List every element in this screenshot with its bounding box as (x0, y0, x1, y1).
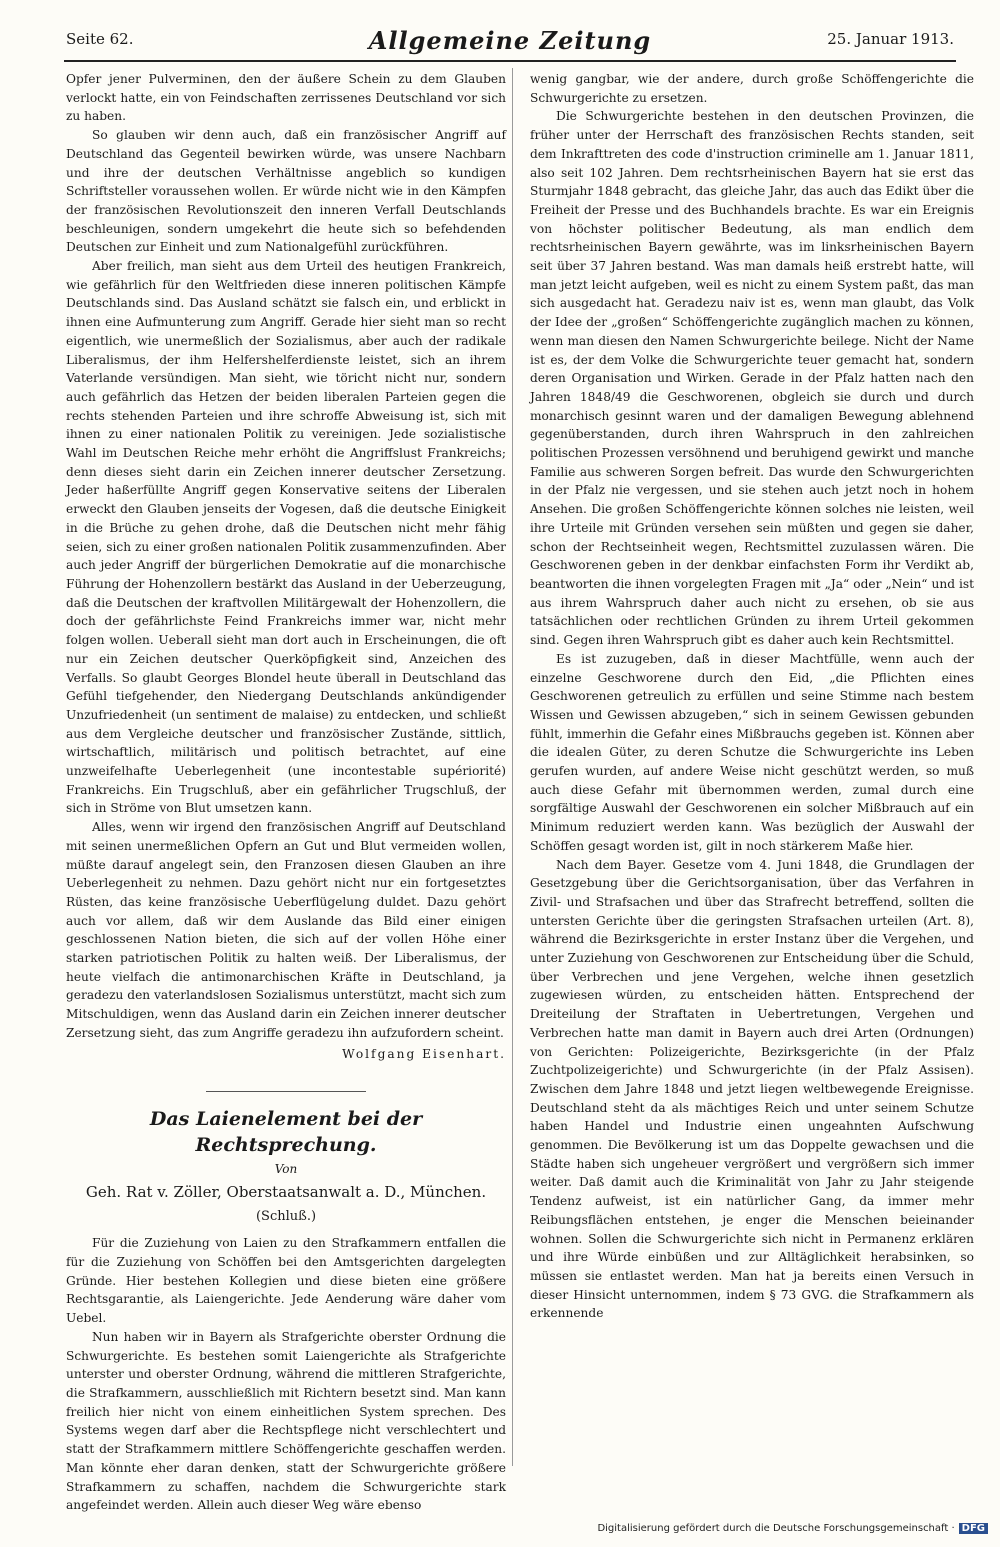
article-byline-von: Von (274, 1162, 298, 1177)
paragraph: Nun haben wir in Bayern als Strafgerichte oberster Ordnung die Schwurgerichte. Es bestehen somit Laiengerichte als Strafgerichte unterster und oberster Ordnung, während die mittleren Strafgerichte, die Strafkammern, ausschließlich mit Richtern besetzt sind. Man kann freilich hier nicht von einem einheitlichen System sprechen. Des Systems wegen darf aber die Rechtspflege nicht verschlechtert und statt der Strafkammern mittlere Schöffengerichte geschaffen werden. Man könnte eher daran denken, statt der Schwurgerichte größere Strafkammern zu schaffen, nachdem die Schwurgerichte stark angefeindet werden. Allein auch dieser Weg wäre ebenso (66, 1329, 506, 1513)
paragraph: Die Schwurgerichte bestehen in den deutschen Provinzen, die früher unter der Herrschaft des französischen Rechts standen, seit dem Inkrafttreten des code d'instruction criminelle am 1. Januar 1811, also seit 102 Jahren. Dem rechtsrheinischen Bayern hat sie erst das Sturmjahr 1848 gebracht, das gleiche Jahr, das auch das Edikt über die Freiheit der Presse und des Buchhandels brachte. Es war ein Ereignis von höchster politischer Bedeutung, als man endlich dem rechtsrheinischen Bayern gewährte, was im linksrheinischen Bayern seit über 37 Jahren bestand. Was man damals heiß erstrebt hatte, will man jetzt leicht aufgeben, weil es nicht zu einem System paßt, das man sich ausgedacht hat. Geradezu naiv ist es, wenn man glaubt, das Volk der Idee der „großen“ Schöffengerichte zugänglich machen zu können, wenn man diesen den Namen Schwurgerichte beilege. Nicht der Name ist es, der dem Volke die Schwurgerichte teuer gemacht hat, sondern deren Organisation und Wirken. Gerade in der Pfalz hatten nach den Jahren 1848/49 die Geschworenen, obgleich sie durch und durch monarchisch gesinnt waren und der damaligen Bewegung ablehnend gegenüberstanden, durch ihren Wahrspruch in den zahlreichen politischen Prozessen versöhnend und beruhigend gewirkt und manche Familie aus schweren Sorgen befreit. Das wurde den Schwurgerichten in der Pfalz nie vergessen, und sie stehen auch jetzt noch in hohem Ansehen. Die großen Schöffengerichte können solches nie leisten, weil ihre Urteile mit Gründen versehen sein müßten und gegen sie daher, schon der Rechtseinheit wegen, Rechtsmittel zuzulassen wären. Die Geschworenen geben in der denkbar einfachsten Form ihr Verdikt ab, beantworten die ihnen vorgelegten Fragen mit „Ja“ oder „Nein“ und ist aus ihrem Wahrspruch daher auch nicht zu ersehen, ob sie aus tatsächlichen oder rechtlichen Gründen zu ihrem Urteil gekommen sind. Gegen ihren Wahrspruch gibt es daher auch kein Rechtsmittel. (530, 109, 974, 648)
page-header (64, 26, 956, 62)
paragraph: Es ist zuzugeben, daß in dieser Machtfülle, wenn auch der einzelne Geschworene durch den Eid, „die Pflichten eines Geschworenen getreulich zu erfüllen und seine Stimme nach bestem Wissen und Gewissen abzugeben,“ sich in seinem Gewissen gebunden fühlt, immerhin die Gefahr eines Mißbrauchs gegeben ist. Können aber die idealen Güter, zu deren Schutze die Schwurgerichte ins Leben gerufen wurden, auf andere Weise nicht geschützt werden, so muß auch diese Gefahr mit übernommen werden, zumal durch eine sorgfältige Auswahl der Geschworenen ein solcher Mißbrauch auf ein Minimum reduziert werden kann. Was bezüglich der Auswahl der Schöffen gesagt worden ist, gilt in noch stärkerem Maße hier. (530, 651, 974, 853)
page-number: Seite 62. (66, 30, 134, 48)
article-author: Geh. Rat v. Zöller, Oberstaatsanwalt a. D., München. (85, 1182, 487, 1201)
masthead-title: Allgemeine Zeitung (368, 26, 652, 55)
paragraph: Alles, wenn wir irgend den französischen Angriff auf Deutschland mit seinen unermeßlichen Opfern an Gut und Blut vermeiden wollen, müßte darauf angelegt sein, den Franzosen diesen Glauben an ihre Ueberlegenheit zu nehmen. Dazu gehört nicht nur ein fortgesetztes Rüsten, das keine französische Ueberflügelung duldet. Dazu gehört auch vor allem, daß wir dem Auslande das Bild einer einigen geschlossenen Nation bieten, die sich auf der vollen Höhe einer starken patriotischen Politik zu halten weiß. Der Liberalismus, der heute vielfach die antimonarchischen Kräfte in Deutschland, ja geradezu den vaterlandslosen Sozialismus unterstützt, macht sich zum Mitschuldigen, wenn das Ausland darin ein Zeichen innerer deutscher Zersetzung sieht, das zum Angriffe geradezu ihn aufzufordern scheint. (66, 820, 506, 1040)
digitization-credit (597, 1523, 988, 1534)
dfg-logo: DFG (959, 1523, 988, 1534)
author-signature: Wolfgang Eisenhart. (342, 1046, 506, 1061)
paragraph: So glauben wir denn auch, daß ein französischer Angriff auf Deutschland das Gegenteil bewirken würde, was unsere Nachbarn und ihre der deutschen Verhältnisse angeblich so kundigen Schriftsteller voraussehen wollen. Er würde nicht wie in den Kämpfen der französischen Revolutionszeit den inneren Verfall Deutschlands beschleunigen, sondern umgekehrt die heute sich so befehdenden Deutschen zur Einheit und zum Nationalgefühl zurückführen. (66, 128, 506, 255)
credit-text: Digitalisierung gefördert durch die Deutsche Forschungsgemeinschaft · (597, 1523, 955, 1534)
paragraph: Opfer jener Pulverminen, den der äußere Schein zu dem Glauben verlockt hatte, ein von Feindschaften zerrissenes Deutschland vor sich zu haben. (66, 72, 506, 124)
paragraph: Für die Zuziehung von Laien zu den Strafkammern entfallen die für die Zuziehung von Schöffen bei den Amtsgerichten dargelegten Gründe. Hier bestehen Kollegien und diese bieten eine größere Rechtsgarantie, als Laiengerichte. Jede Aenderung wäre daher vom Uebel. (66, 1236, 506, 1326)
paragraph: wenig gangbar, wie der andere, durch große Schöffengerichte die Schwurgerichte zu ersetzen. (530, 72, 974, 105)
article-part-label: (Schluß.) (255, 1208, 317, 1224)
paragraph: Aber freilich, man sieht aus dem Urteil des heutigen Frankreich, wie gefährlich für den Weltfrieden diese inneren politischen Kämpfe Deutschlands sind. Das Ausland schätzt sie falsch ein, und erblickt in ihnen eine Aufmunterung zum Angriff. Gerade hier sieht man so recht eigentlich, wie unermeßlich der Sozialismus, aber auch der radikale Liberalismus, der ihm Helfershelferdienste leistet, sich an ihrem Vaterlande versündigen. Man sieht, wie töricht nicht nur, sondern auch gefährlich das Hetzen der beiden liberalen Parteien gegen die rechts stehenden Parteien und ihre schroffe Abweisung ist, sich mit ihnen zu einer nationalen Politik zu vereinigen. Jede sozialistische Wahl im Deutschen Reiche mehr erhöht die Angriffslust Frankreichs; denn dieses sieht darin ein Zeichen innerer deutscher Zersetzung. Jeder haßerfüllte Angriff gegen Konservative seitens der Liberalen erweckt den Glauben jenseits der Vogesen, daß die deutsche Einigkeit in die Brüche zu gehen drohe, daß die Deutschen nicht mehr fähig seien, sich zu einer großen nationalen Politik zusammenzufinden. Aber auch jeder Angriff der bürgerlichen Demokratie auf die monarchische Führung der Hohenzollern bestärkt das Ausland in der Ueberzeugung, daß die Deutschen der kraftvollen Militärgewalt der Hohenzollern, die doch der gefährlichste Feind Frankreichs immer war, nicht mehr folgen wollen. Ueberall sieht man dort auch in Erscheinungen, die oft nur ein Zeichen deutscher Querköpfigkeit sind, Anzeichen des Verfalls. So glaubt Georges Blondel heute überall in Deutschland das Gefühl tiefgehender, den Niedergang Deutschlands ankündigender Unzufriedenheit (un sentiment de malaise) zu entdecken, und schließt aus dem Vergleiche deutscher und französischer Zustände, sittlich, wirtschaftlich, militärisch und politisch betrachtet, auf eine unzweifelhafte Ueberlegenheit (une incontestable supériorité) Frankreichs. Ein Trugschluß, aber ein gefährlicher Trugschluß, der sich in Ströme von Blut umsetzen kann. (66, 259, 506, 816)
paragraph: Nach dem Bayer. Gesetze vom 4. Juni 1848, die Grundlagen der Gesetzgebung über die Gerichtsorganisation, über das Verfahren in Zivil- und Strafsachen und über das Strafrecht betreffend, sollten die untersten Gerichte über die geringsten Strafsachen urteilen (Art. 8), während die Bezirksgerichte in erster Instanz über die Vergehen, und unter Zuziehung von Geschworenen zur Entscheidung über die Schuld, über Verbrechen und jene Vergehen, welche ihnen gesetzlich zugewiesen würden, zu entscheiden hätten. Entsprechend der Dreiteilung der Straftaten in Uebertretungen, Vergehen und Verbrechen hatte man damit in Bayern auch drei Arten (Ordnungen) von Gerichten: Polizeigerichte, Bezirksgerichte (in der Pfalz Zuchtpolizeigerichte) und Schwurgerichte (in der Pfalz Assisen). Zwischen dem Jahre 1848 und jetzt liegen weltbewegende Ereignisse. Deutschland steht da als mächtiges Reich und unter seinem Schutze haben Handel und Industrie einen ungeahnten Aufschwung genommen. Die Bevölkerung ist um das Doppelte gewachsen und die Städte haben sich ungeheuer vergrößert und vergrößern sich immer weiter. Daß damit auch die Kriminalität von Jahr zu Jahr steigende Tendenz aufweist, ist ein natürlicher Gang, da immer mehr Reibungsflächen entstehen, je enger die Menschen beieinander wohnen. Sollen die Schwurgerichte sich nicht in Permanenz erklären und ihre Würde einbüßen und zur Alltäglichkeit herabsinken, so müssen sie entlastet werden. Man hat ja bereits einen Versuch in dieser Hinsicht unternommen, indem § 73 GVG. die Strafkammern als erkennende (530, 857, 974, 1321)
left-column (66, 70, 506, 1515)
article-title: Das Laienelement bei der Rechtsprechung. (149, 1108, 423, 1157)
column-divider (512, 68, 513, 1466)
article-divider (206, 1091, 366, 1092)
issue-date: 25. Januar 1913. (827, 30, 954, 48)
right-column (530, 70, 974, 1323)
